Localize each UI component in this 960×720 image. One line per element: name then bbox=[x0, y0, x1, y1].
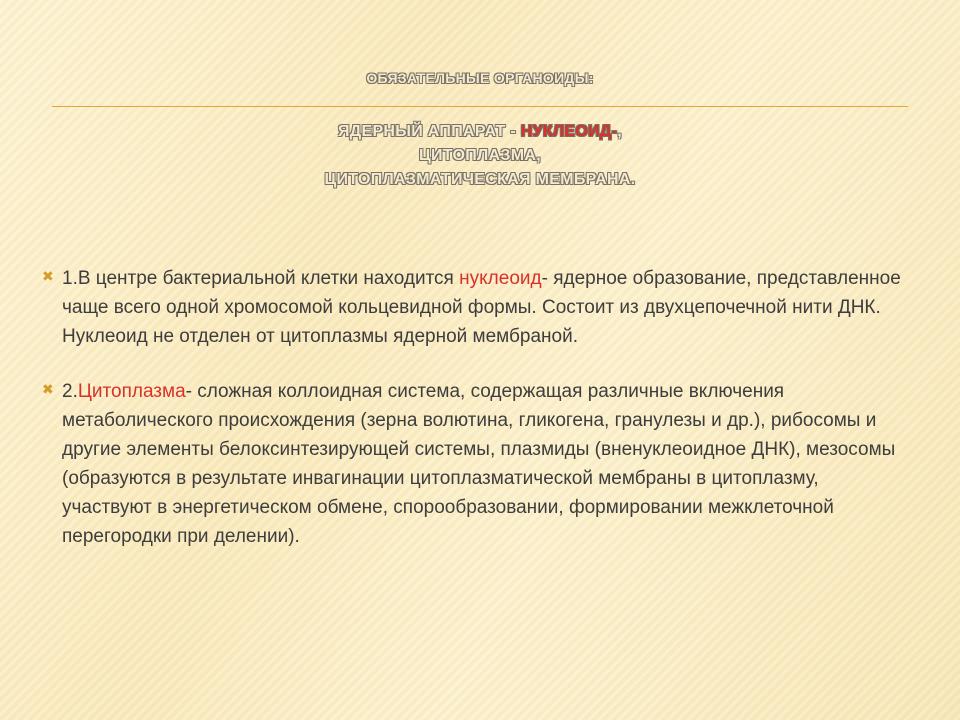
bullet-item-cytoplasm bbox=[42, 377, 902, 551]
cross-bullet-icon: ✖ bbox=[42, 268, 54, 284]
organelle-membrane: ЦИТОПЛАЗМАТИЧЕСКАЯ МЕМБРАНА. bbox=[324, 171, 636, 188]
nuclear-apparatus-suffix: , bbox=[617, 123, 623, 140]
cross-bullet-icon: ✖ bbox=[42, 381, 54, 397]
bullet-item-nucleoid bbox=[42, 264, 902, 351]
slide-title bbox=[52, 70, 908, 86]
bullet-highlight: нуклеоид bbox=[459, 268, 542, 289]
title-text: ОБЯЗАТЕЛЬНЫЕ ОРГАНОИДЫ: bbox=[366, 70, 594, 86]
organelles-list bbox=[52, 120, 908, 192]
bullet-prefix: 1.В центре бактериальной клетки находится bbox=[62, 268, 460, 289]
organelle-nuclear-apparatus bbox=[52, 120, 908, 144]
bullet-prefix: 2. bbox=[62, 381, 78, 402]
bullet-text: - ядерное образование, представленное чаще всего одной хромосомой кольцевидной формы. Состоит из двухцепочечной нити ДНК. Нуклеоид не отделен от цитоплазмы ядерной мембраной. bbox=[62, 268, 901, 347]
bullet-highlight: Цитоплазма bbox=[77, 381, 186, 402]
organelle-cytoplasm: ЦИТОПЛАЗМА, bbox=[419, 147, 541, 164]
nuclear-apparatus-text: ЯДЕРНЫЙ АППАРАТ - bbox=[337, 123, 521, 140]
bullet-text: - сложная коллоидная система, содержащая различные включения метаболического происхождения (зерна волютина, гликогена, гранулезы и др.), рибосомы и другие элементы белоксинтезирующей системы, плазмиды (вненуклеоидное ДНК), мезосомы (образуются в результате инвагинации цитоплазматической мембраны в цитоплазму, участвуют в энергетическом обмене, спорообразовании, формировании межклеточной перегородки при делении). bbox=[62, 381, 896, 547]
nucleoid-highlight: НУКЛЕОИД- bbox=[520, 123, 618, 140]
title-divider bbox=[52, 106, 908, 107]
body-content bbox=[42, 264, 902, 551]
